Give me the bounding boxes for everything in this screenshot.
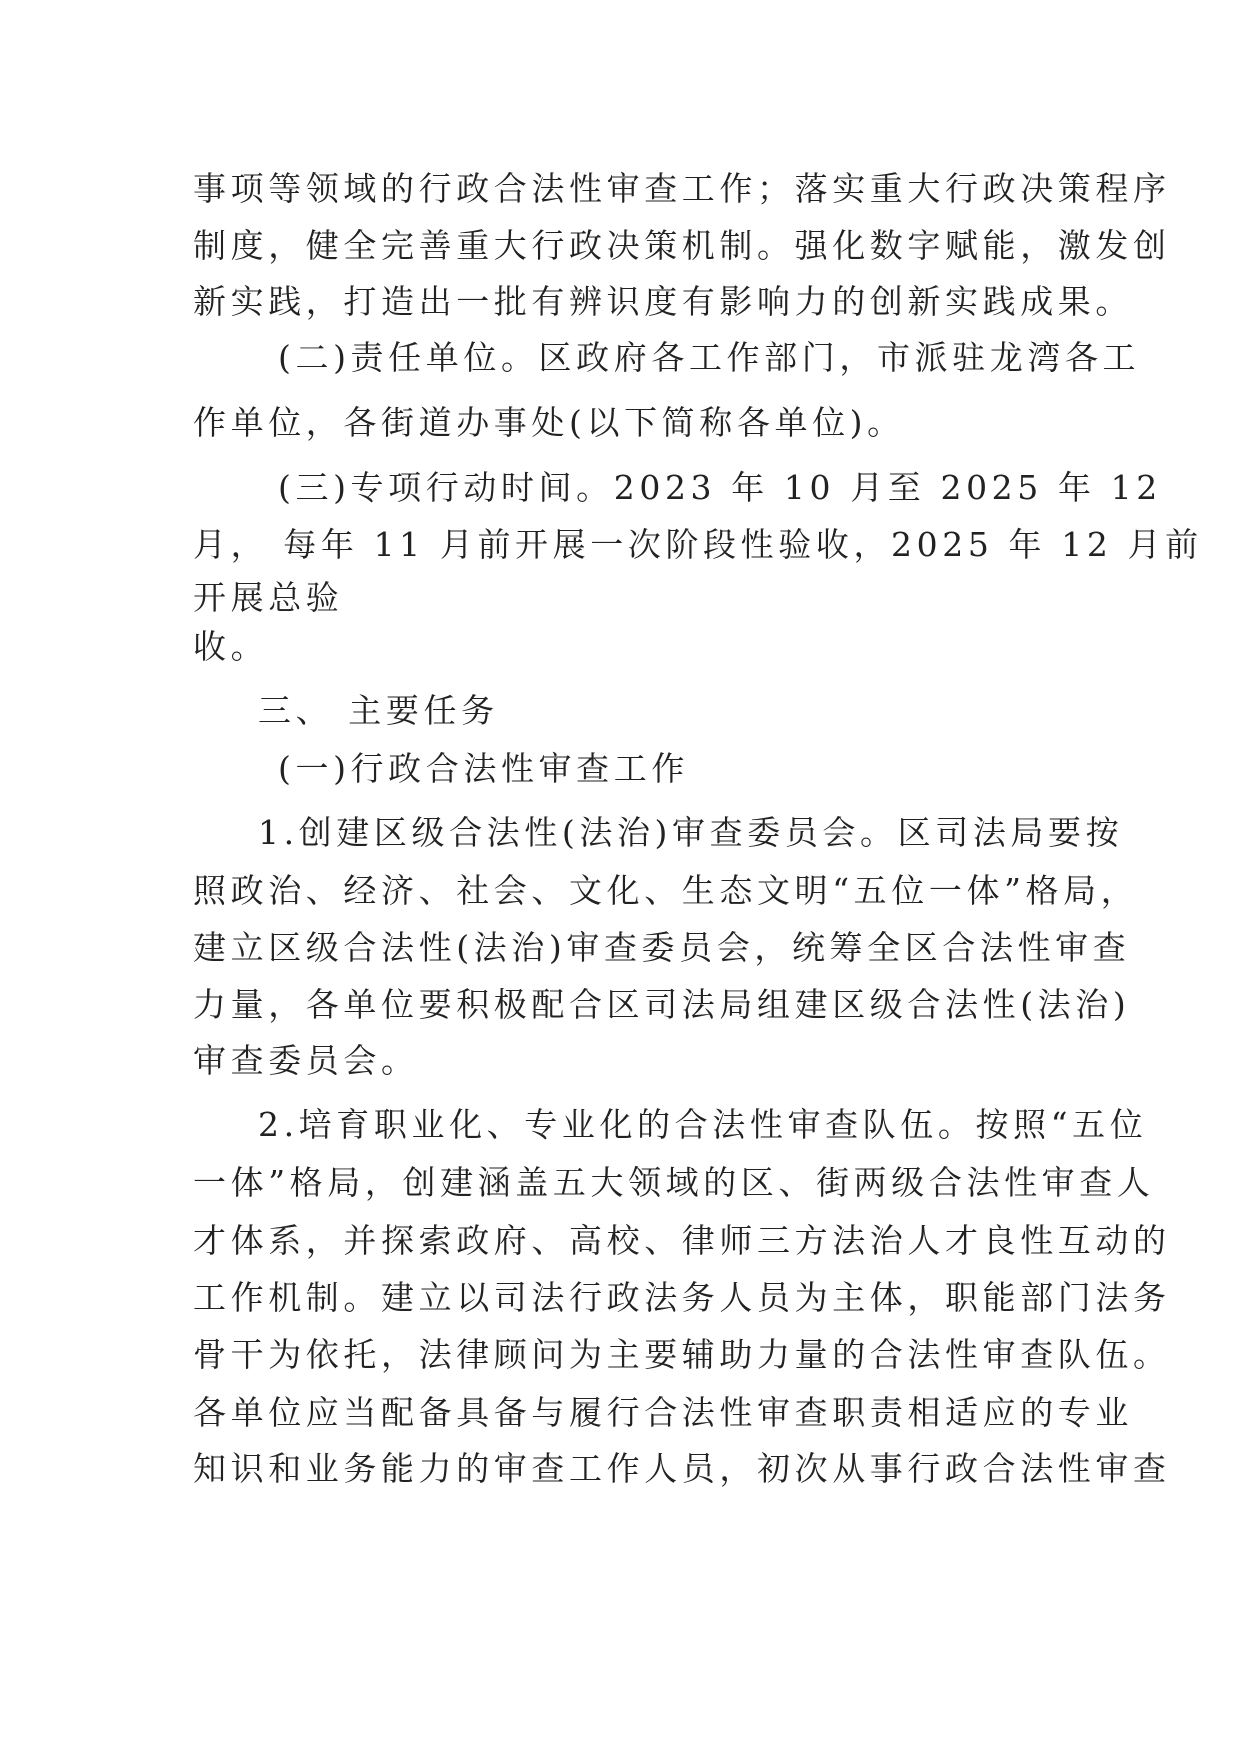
text-line: 开展总验 bbox=[193, 578, 344, 617]
text-line: 照政治、经济、社会、文化、生态文明“五位一体”格局， bbox=[193, 871, 1139, 910]
text-line: 制度，健全完善重大行政决策机制。强化数字赋能，激发创 bbox=[193, 226, 1171, 265]
text-line: (三)专项行动时间。2023 年 10 月至 2025 年 12 bbox=[278, 468, 1162, 507]
text-line: 工作机制。建立以司法行政法务人员为主体，职能部门法务 bbox=[193, 1278, 1171, 1317]
text-line: 各单位应当配备具备与履行合法性审查职责相适应的专业 bbox=[193, 1393, 1133, 1432]
text-line: 才体系，并探索政府、高校、律师三方法治人才良性互动的 bbox=[193, 1221, 1171, 1260]
text-line: 作单位，各街道办事处(以下简称各单位)。 bbox=[193, 403, 905, 442]
text-line: 新实践，打造出一批有辨识度有影响力的创新实践成果。 bbox=[193, 282, 1133, 321]
text-line: 收。 bbox=[193, 627, 269, 666]
text-line: 骨干为依托，法律顾问为主要辅助力量的合法性审查队伍。 bbox=[193, 1335, 1171, 1374]
text-line: 事项等领域的行政合法性审查工作；落实重大行政决策程序 bbox=[193, 169, 1171, 208]
text-line: 知识和业务能力的审查工作人员，初次从事行政合法性审查 bbox=[193, 1449, 1171, 1488]
text-line: 1.创建区级合法性(法治)审查委员会。区司法局要按 bbox=[258, 813, 1124, 852]
text-line: 月， 每年 11 月前开展一次阶段性验收，2025 年 12 月前 bbox=[193, 525, 1203, 564]
text-line: 一体”格局，创建涵盖五大领域的区、街两级合法性审查人 bbox=[193, 1163, 1155, 1202]
text-line: (二)责任单位。区政府各工作部门，市派驻龙湾各工 bbox=[278, 338, 1141, 377]
text-line: 建立区级合法性(法治)审查委员会，统筹全区合法性审查 bbox=[193, 928, 1131, 967]
section-heading: 三、 主要任务 bbox=[258, 691, 499, 730]
subsection-heading: (一)行政合法性审查工作 bbox=[278, 749, 689, 788]
text-line: 力量，各单位要积极配合区司法局组建区级合法性(法治) bbox=[193, 985, 1131, 1024]
text-line: 2.培育职业化、专业化的合法性审查队伍。按照“五位 bbox=[258, 1105, 1148, 1144]
text-line: 审查委员会。 bbox=[193, 1041, 419, 1080]
